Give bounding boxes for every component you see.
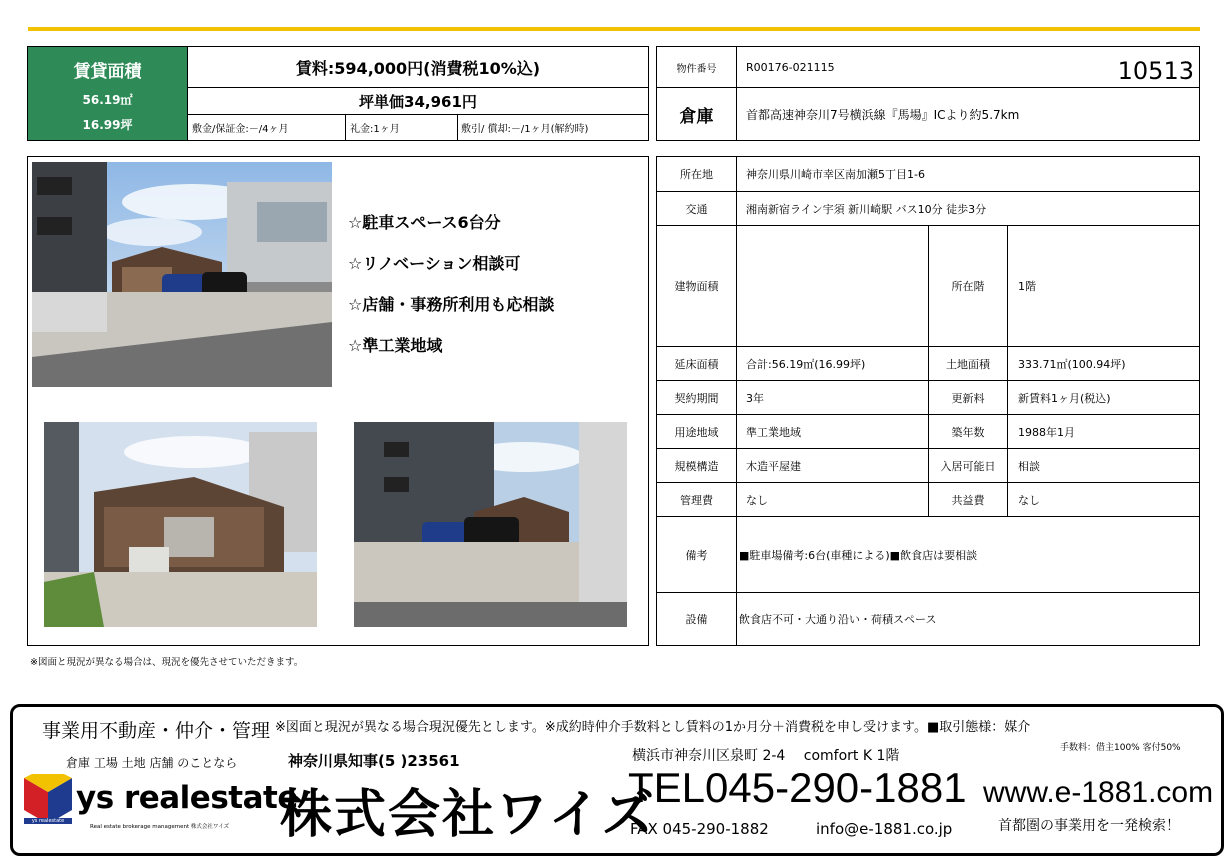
- footer-slogan: 首都圏の事業用を一発検索！: [998, 818, 1180, 834]
- remarks-value: ■駐車場備考:6台(車種による)■飲食店は要相談: [739, 548, 978, 562]
- fee-ratio: 手数料：借主100% 客付50%: [1060, 743, 1181, 753]
- move-in-label: 入居可能日: [940, 459, 996, 473]
- rental-area-panel: [28, 47, 187, 140]
- website-link[interactable]: www.e-1881.com: [983, 776, 1214, 809]
- rental-area-label: 賃貸面積: [73, 62, 142, 82]
- property-photo-building: [44, 422, 317, 627]
- structure-value: 木造平屋建: [746, 459, 801, 473]
- renewal-value: 新賃料1ヶ月(税込): [1018, 391, 1111, 405]
- rent-price: 賃料:594,000円(消費税10%込): [295, 58, 541, 78]
- rental-area-tsubo: 16.99坪: [82, 118, 133, 132]
- logo-subtext: Real estate brokerage management 株式会社ワイズ: [90, 824, 230, 830]
- feature-item-parking: ☆駐車スペース6台分: [348, 213, 501, 232]
- deposit: 敷金/保証金:－/4ヶ月: [192, 124, 289, 135]
- mgmt-fee-value: なし: [746, 493, 768, 507]
- location-label: 所在地: [680, 168, 713, 181]
- equipment-value: 飲食店不可・大通り沿い・荷積スペース: [739, 613, 937, 626]
- property-type: 倉庫: [679, 106, 714, 127]
- zoning-label: 用途地域: [674, 425, 719, 439]
- property-number-value: R00176-021115: [746, 60, 835, 74]
- total-floor-value: 合計:56.19㎡(16.99坪): [746, 357, 866, 371]
- land-area-label: 土地面積: [946, 357, 990, 371]
- feature-item-usage: ☆店舗・事務所利用も応相談: [348, 295, 555, 314]
- land-area-value: 333.71㎡(100.94坪): [1018, 357, 1126, 371]
- access-note: 首都高速神奈川7号横浜線『馬場』ICより約5.7km: [746, 107, 1020, 122]
- transport-label: 交通: [685, 202, 708, 216]
- equipment-label: 設備: [685, 613, 708, 626]
- location-value: 神奈川県川崎市幸区南加瀬5丁目1-6: [746, 168, 925, 181]
- building-area-value: [746, 226, 926, 346]
- company-address: 横浜市神奈川区泉町 2-4 comfort K 1階: [632, 748, 900, 764]
- contract-value: 3年: [746, 391, 764, 405]
- building-area-label: 建物面積: [674, 280, 719, 293]
- feature-list: [348, 210, 638, 374]
- phone-number[interactable]: TEL045-290-1881: [628, 764, 967, 811]
- feature-item-renovation: ☆リノベーション相談可: [348, 254, 521, 273]
- footer-disclaimer: ※図面と現況が異なる場合現況優先とします。※成約時仲介手数料とし賃料の1か月分＋消費税を申し受けます。■取引態様：媒介: [275, 720, 1031, 735]
- total-floor-label: 延床面積: [674, 357, 719, 371]
- property-photo-parking: [354, 422, 627, 627]
- unit-price: 坪単価34,961円: [359, 92, 477, 111]
- remarks-label: 備考: [685, 548, 708, 562]
- top-accent-bar: [28, 27, 1200, 31]
- built-value: 1988年1月: [1018, 425, 1075, 439]
- move-in-value: 相談: [1018, 459, 1040, 473]
- logo-text: ys realestate: [76, 780, 298, 816]
- company-name: 株式会社ワイズ: [280, 785, 656, 845]
- rental-area-sqm: 56.19㎡: [82, 93, 133, 107]
- footer-categories: 倉庫 工場 土地 店舗 のことなら: [66, 756, 238, 770]
- email-link[interactable]: info@e-1881.co.jp: [816, 820, 953, 838]
- license-number: 神奈川県知事(5 )23561: [288, 752, 460, 770]
- floor-label: 所在階: [951, 280, 985, 293]
- fax-number: FAX 045-290-1882: [630, 820, 769, 838]
- amortization: 敷引/ 償却:－/1ヶ月(解約時): [461, 124, 589, 135]
- key-money: 礼金:1ヶ月: [350, 124, 400, 135]
- company-logo: [24, 774, 72, 828]
- common-fee-value: なし: [1018, 493, 1040, 507]
- zoning-value: 準工業地域: [746, 425, 801, 439]
- common-fee-label: 共益費: [951, 493, 985, 507]
- structure-label: 規模構造: [674, 459, 719, 473]
- logo-badge: ys realestate: [24, 818, 72, 824]
- renewal-label: 更新料: [951, 391, 985, 405]
- property-photo-main: [32, 162, 332, 387]
- footer-tagline: 事業用不動産・仲介・管理: [42, 720, 271, 742]
- mgmt-fee-label: 管理費: [680, 493, 713, 507]
- footnote: ※図面と現況が異なる場合は、現況を優先させていただきます。: [30, 657, 304, 668]
- property-number-label: 物件番号: [676, 63, 717, 75]
- property-code: 10513: [1117, 57, 1194, 85]
- built-label: 築年数: [951, 425, 985, 439]
- feature-item-zoning: ☆準工業地域: [348, 336, 443, 355]
- floor-value: 1階: [1018, 280, 1036, 293]
- transport-value: 湘南新宿ライン宇須 新川崎駅 バス10分 徒歩3分: [746, 202, 987, 216]
- contract-label: 契約期間: [674, 391, 719, 405]
